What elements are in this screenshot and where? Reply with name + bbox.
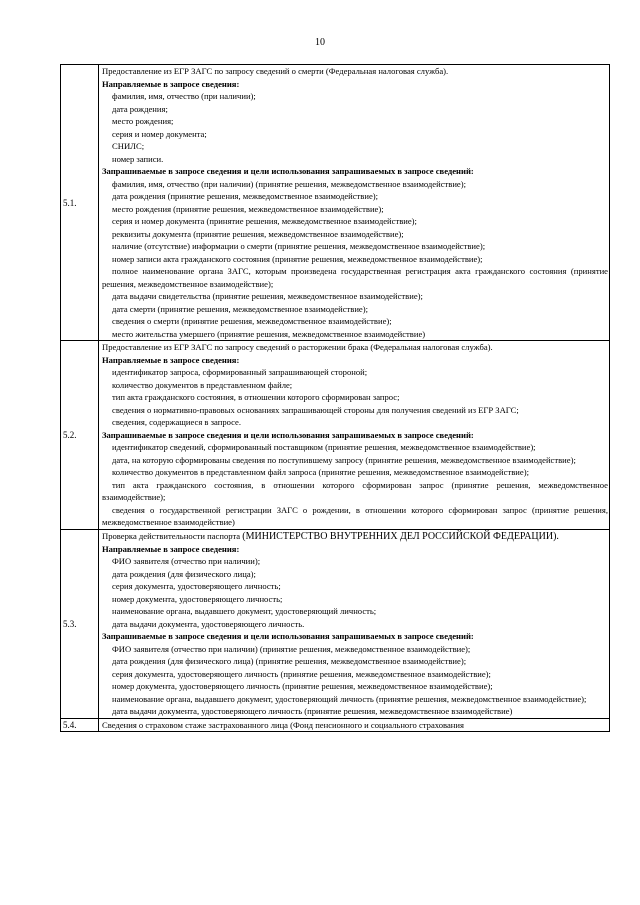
- requested-field-item: фамилия, имя, отчество (при наличии) (принятие решения, межведомственное взаимодействие);: [112, 178, 467, 189]
- sent-field-item: дата рождения (для физического лица);: [112, 568, 256, 579]
- row-content: [99, 65, 610, 341]
- services-table: [60, 64, 610, 732]
- row-number: 5.3.: [61, 529, 99, 718]
- page-number: 10: [315, 37, 325, 48]
- sent-field-item: номер записи.: [112, 153, 164, 164]
- service-title-text: Проверка действительности паспорта: [102, 530, 241, 541]
- sent-field-item: дата выдачи документа, удостоверяющего личность.: [112, 618, 305, 629]
- row-number: 5.1.: [61, 65, 99, 341]
- sent-field-item: сведения о нормативно-правовых основаниях запрашивающей стороны для получения сведений из ЕГР ЗАГС;: [112, 404, 519, 415]
- sent-fields-heading: Направляемые в запросе сведения:: [102, 78, 240, 89]
- sent-field-item: серия документа, удостоверяющего личность;: [112, 581, 281, 591]
- requested-field-item: реквизиты документа (принятие решения, межведомственное взаимодействие);: [112, 228, 404, 239]
- requested-field-item: количество документов в представленном файл запроса (принятие решения, межведомственное взаимодействие);: [112, 467, 529, 477]
- requested-field-item: дата смерти (принятие решения, межведомственное взаимодействие);: [112, 303, 368, 314]
- requested-fields-heading: Запрашиваемые в запросе сведения и цели использования запрашиваемых в запросе сведений:: [102, 631, 474, 641]
- sent-field-item: тип акта гражданского состояния, в отношении которого сформирован запрос;: [112, 392, 400, 402]
- requested-field-item: серия документа, удостоверяющего личность (принятие решения, межведомственное взаимодействие);: [112, 668, 491, 679]
- requested-field-item: идентификатор сведений, сформированный поставщиком (принятие решения, межведомственное взаимодействие);: [112, 442, 536, 452]
- sent-field-item: идентификатор запроса, сформированный запрашивающей стороной;: [112, 367, 368, 377]
- requested-field-item: тип акта гражданского состояния, в отношении которого сформирован запрос (принятие решения, межведомственное взаимодействие);: [102, 479, 608, 502]
- sent-field-item: номер документа, удостоверяющего личность;: [112, 593, 283, 604]
- requested-field-item: место рождения (принятие решения, межведомственное взаимодействие);: [112, 203, 384, 214]
- requested-field-item: номер записи акта гражданского состояния (принятие решения, межведомственное взаимодействие);: [112, 253, 483, 264]
- sent-field-item: ФИО заявителя (отчество при наличии);: [112, 556, 261, 566]
- sent-field-item: серия и номер документа;: [112, 128, 207, 139]
- service-title-agency: (МИНИСТЕРСТВО ВНУТРЕННИХ ДЕЛ РОССИЙСКОЙ ФЕДЕРАЦИИ).: [242, 530, 559, 542]
- service-title: [102, 530, 608, 543]
- requested-field-item: дата выдачи свидетельства (принятие решения, межведомственное взаимодействие);: [112, 291, 423, 301]
- requested-field-item: дата выдачи документа, удостоверяющего личность (принятие решения, межведомственное взаимодействие): [112, 706, 513, 716]
- sent-fields-heading: Направляемые в запросе сведения:: [102, 543, 240, 554]
- requested-field-item: место жительства умершего (принятие решения, межведомственное взаимодействие): [112, 328, 426, 339]
- requested-field-item: дата, на которую сформированы сведения по поступившему запросу (принятие решения, межведомственное взаимодействие);: [112, 454, 576, 465]
- requested-field-item: ФИО заявителя (отчество при наличии) (принятие решения, межведомственное взаимодействие);: [112, 643, 471, 654]
- requested-field-item: дата рождения (принятие решения, межведомственное взаимодействие);: [112, 191, 379, 201]
- service-title: Сведения о страховом стаже застрахованного лица (Фонд пенсионного и социального страхования: [102, 719, 464, 730]
- requested-field-item: сведения о смерти (принятие решения, межведомственное взаимодействие);: [112, 316, 392, 326]
- requested-field-item: серия и номер документа (принятие решения, межведомственное взаимодействие);: [112, 216, 417, 226]
- sent-field-item: дата рождения;: [112, 103, 168, 114]
- table-row: [61, 341, 610, 530]
- requested-field-item: дата рождения (для физического лица) (принятие решения, межведомственное взаимодействие);: [112, 656, 467, 666]
- table-row: [61, 718, 610, 732]
- sent-field-item: место рождения;: [112, 116, 174, 126]
- requested-field-item: полное наименование органа ЗАГС, которым произведена государственная регистрация акта гражданского состояния (принятие решения, межведомственное взаимодействие);: [102, 266, 608, 289]
- requested-fields-heading: Запрашиваемые в запросе сведения и цели использования запрашиваемых в запросе сведений:: [102, 429, 474, 440]
- requested-field-item: наименование органа, выдавшего документ, удостоверяющий личность (принятие решения, межведомственное взаимодействие);: [112, 693, 587, 704]
- requested-field-item: номер документа, удостоверяющего личность (принятие решения, межведомственное взаимодействие);: [112, 681, 493, 691]
- sent-fields-heading: Направляемые в запросе сведения:: [102, 354, 240, 365]
- table-row: [61, 529, 610, 718]
- sent-field-item: количество документов в представленном файле;: [112, 379, 293, 390]
- service-title: Предоставление из ЕГР ЗАГС по запросу сведений о расторжении брака (Федеральная налоговая служба).: [102, 342, 493, 352]
- row-content: [99, 341, 610, 530]
- service-title: Предоставление из ЕГР ЗАГС по запросу сведений о смерти (Федеральная налоговая служба).: [102, 66, 449, 76]
- requested-fields-heading: Запрашиваемые в запросе сведения и цели использования запрашиваемых в запросе сведений:: [102, 166, 474, 176]
- sent-field-item: сведения, содержащиеся в запросе.: [112, 417, 242, 427]
- row-number: 5.4.: [61, 718, 99, 732]
- requested-field-item: сведения о государственной регистрации ЗАГС о рождении, в отношении которого сформирован запрос (принятие решения, межведомственное взаимодействие): [102, 504, 608, 527]
- requested-field-item: наличие (отсутствие) информации о смерти (принятие решения, межведомственное взаимодействие);: [112, 241, 486, 251]
- sent-field-item: наименование органа, выдавшего документ, удостоверяющий личность;: [112, 606, 377, 616]
- row-content: [99, 529, 610, 718]
- sent-field-item: СНИЛС;: [112, 141, 145, 151]
- row-number: 5.2.: [61, 341, 99, 530]
- sent-field-item: фамилия, имя, отчество (при наличии);: [112, 91, 256, 101]
- table-row: [61, 65, 610, 341]
- row-content: [99, 718, 610, 732]
